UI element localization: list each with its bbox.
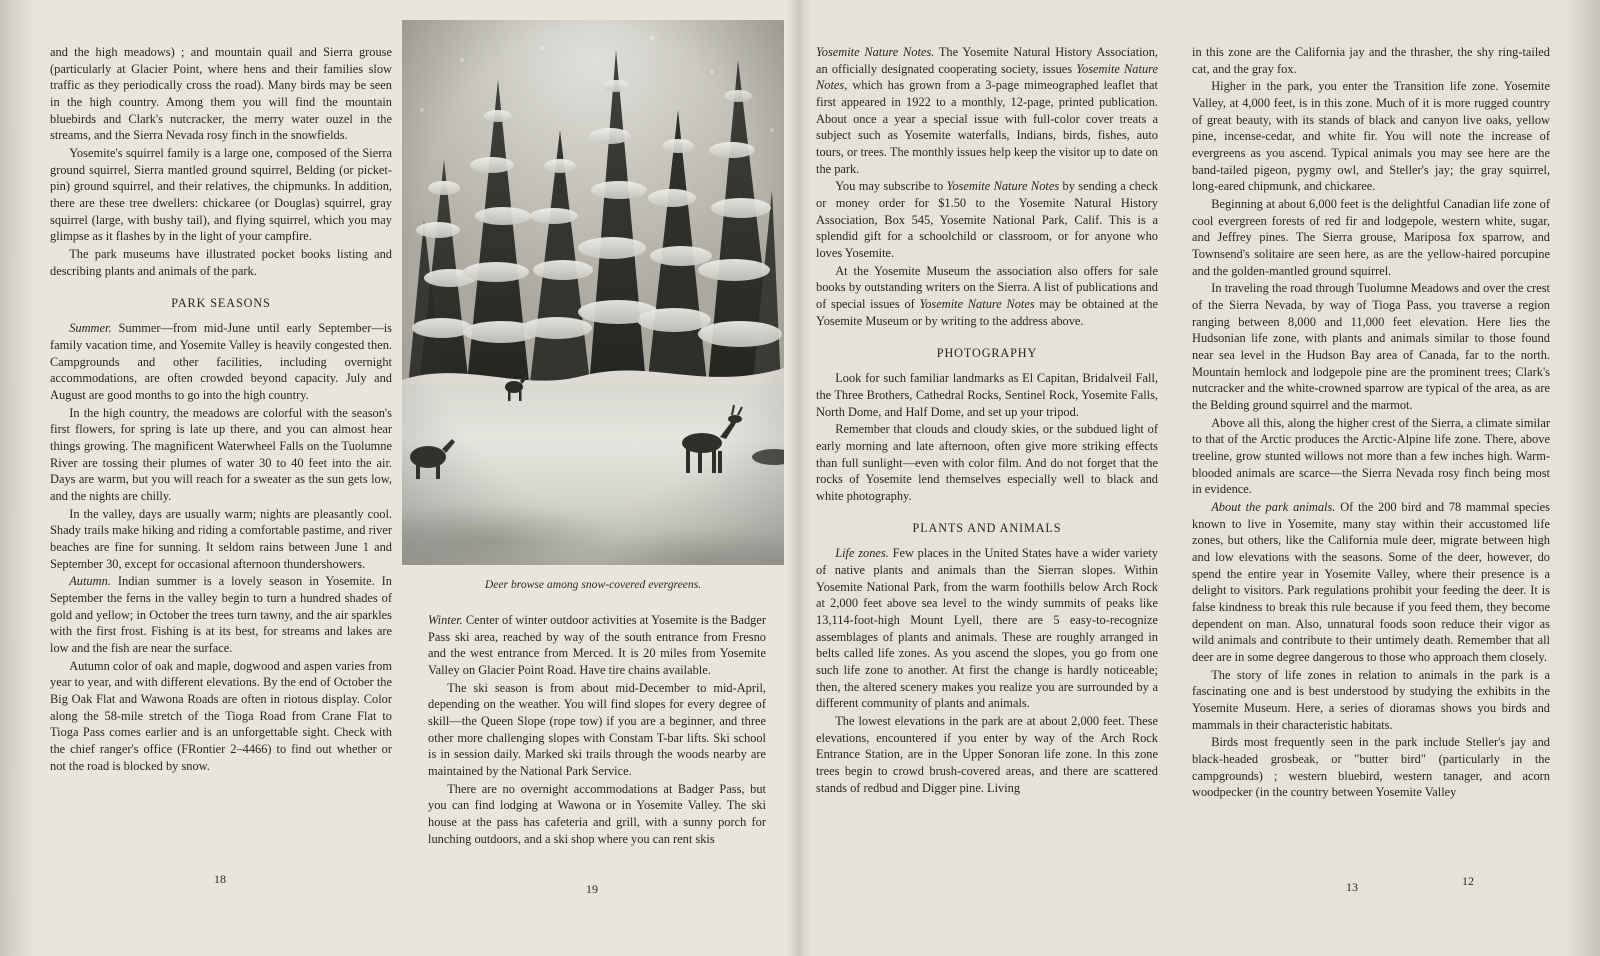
runin-autumn: Autumn. bbox=[69, 574, 111, 589]
paragraph: The park museums have illustrated pocket books listing and describing plants and animals of the park. bbox=[50, 247, 392, 278]
text-column-1 bbox=[50, 44, 392, 775]
paragraph-text: Of the 200 bird and 78 mammal species known to live in Yosemite, many stay within their accustomed life zones, but others, like the California mule deer, migrate between high and low elevations with the seasons. Some of the deer, however, do spend the entire year in Yosemite Valley, where their presence is a delight to visitors. Park regulations prohibit your feeding the deer. It is false kindness to break this rule because if you feed them, they become dependent on man. Also, unnatural foods soon reduce their vigor as wild animals and contribute to their untimely death. Remember that all deer are in some degree dangerous to those who approach them closely. bbox=[1192, 500, 1550, 665]
text-column-4 bbox=[1192, 44, 1550, 802]
paragraph: In traveling the road through Tuolumne Meadows and over the crest of the Sierra Nevada, by way of Tioga Pass, you traverse a region ranging between 8,000 and 11,000 feet elevation. Here lies the Hudsonian life zone, with plants and animals similar to those found near sea level in the Hudson Bay area of Canada, far to the north. Mountain hemlock and lodgepole pine are the prominent trees; Clark's nutcracker and the white-crowned sparrow are typical of the area, as are the Belding ground squirrel and the marmot. bbox=[1192, 281, 1550, 413]
paragraph-summer bbox=[50, 320, 392, 403]
paragraph: and the high meadows) ; and mountain quail and Sierra grouse (particularly at Glacier Point, where hens and their families slow traffic as they periodically cross the road). Many birds may be seen in the high country. Among them you will find the mountain bluebirds and Clark's nutcracker, the merry water ouzel in the streams, and the Sierra Nevada rosy finch in the snowfields. bbox=[50, 45, 392, 143]
paragraph: Look for such familiar landmarks as El Capitan, Bridalveil Fall, the Three Brothers, Cathedral Rocks, Sentinel Rock, Yosemite Falls, North Dome, and Half Dome, and set up your tripod. bbox=[816, 371, 1158, 419]
section-heading-plants-and-animals: PLANTS AND ANIMALS bbox=[912, 520, 1062, 535]
paragraph: You may subscribe to Yosemite Nature Notes by sending a check or money order for $1.50 to the Yosemite Natural History Association, Box 545, Yosemite National Park, Calif. This is a splendid gift for a schoolchild or classroom, or for anyone who loves Yosemite. bbox=[816, 179, 1158, 261]
paragraph-text: The Yosemite Natural History Association, an officially designated cooperating society, issues Yosemite Nature Notes, which has grown from a 3-page mimeographed leaflet that first appeared in 1922 to a monthly, 12-page, printed publication. About once a year a special issue with full-color cover treats a subject such as Yosemite waterfalls, Indians, birds, fishes, auto tours, or trees. The monthly issues help keep the visitor up to date on the park. bbox=[816, 45, 1158, 176]
paragraph: In the high country, the meadows are colorful with the season's first flowers, for spring is late up there, and you can almost hear things growing. The magnificent Waterwheel Falls on the Tuolumne River are tossing their plumes of water 30 to 40 feet into the air. Days are warm, but you will reach for a sweater as the sun gets low, and the nights are chilly. bbox=[50, 405, 392, 503]
paragraph: The ski season is from about mid-December to mid-April, depending on the weather. You will find slopes for every degree of skill—the Queen Slope (rope tow) if you are a beginner, and three other more challenging slopes with Constam T-bar lifts. Ski school is in session daily. Marked ski trails through the woods nearby are maintained by the National Park Service. bbox=[428, 680, 766, 779]
paragraph: Remember that clouds and cloudy skies, or the subdued light of early morning and late afternoon, often give more striking effects than full sunlight—even with color film. And do not forget that the rocks of Yosemite lend themselves especially well to black and white photography. bbox=[816, 422, 1158, 503]
paragraph-text: Center of winter outdoor activities at Yosemite is the Badger Pass ski area, reached by way of the south entrance from Fresno and the west entrance from Merced. It is 20 miles from Yosemite Valley on Glacier Point Road. Have tire chains available. bbox=[428, 613, 766, 678]
paragraph-nature-notes bbox=[816, 44, 1158, 177]
center-gutter-shadow bbox=[786, 0, 812, 956]
photograph-deer-in-snow bbox=[402, 20, 784, 565]
paragraph: Beginning at about 6,000 feet is the delightful Canadian life zone of cool evergreen forests of red fir and lodgepole, western white, sugar, and Jeffrey pines. The Sierra grouse, Mariposa fox sparrow, and Townsend's solitaire are seen here, as are the yellow-haired porcupine and the golden-mantled ground squirrel. bbox=[1192, 197, 1550, 278]
runin-summer: Summer. bbox=[69, 321, 112, 336]
paragraph: The lowest elevations in the park are at about 2,000 feet. These elevations, encountered if you enter by way of the Arch Rock Entrance Station, are in the Upper Sonoran life zone. In this zone trees begin to crowd brush-covered areas, and there are scattered stands of redbud and Digger pine. Living bbox=[816, 714, 1158, 795]
left-edge-shadow bbox=[0, 0, 34, 956]
paragraph: Autumn color of oak and maple, dogwood and aspen varies from year to year, and with different elevations. By the end of October the Big Oak Flat and Wawona Roads are often in riotous display. Color along the 58-mile stretch of the Tioga Road from Crane Flat to Tioga Pass comes earlier and is an unforgettable sight. Check with the chief ranger's office (FRontier 2–4466) to find out whether or not the road is blocked by snow. bbox=[50, 658, 392, 773]
photo-caption: Deer browse among snow-covered evergreens. bbox=[484, 578, 702, 591]
paragraph-text: Few places in the United States have a wider variety of native plants and animals than the Sierran slopes. Within Yosemite National Park, from the warm foothills below Arch Rock at 2,000 feet above sea level to the windy summits of peaks like 13,114-foot-high Mount Lyell, there are 5 easy-to-recognize assemblages of plants and animals. These are roughly arranged in belts called life zones. As you ascend the slopes, you go from one such life zone to another. At first the change is hardly noticeable; then, the altered scenery makes you realize you are surrounded by a different community of plants and animals. bbox=[816, 546, 1158, 711]
paragraph-text: Summer—from mid-June until early September—is family vacation time, and Yosemite Valley is heavily congested then. Campgrounds and other facilities, including overnight accommodations, are often crowded beyond capacity. July and August are good months to go into the high country. bbox=[50, 321, 392, 402]
text-column-2 bbox=[428, 612, 766, 848]
paragraph-about-the-park-animals bbox=[1192, 499, 1550, 666]
paragraph-autumn bbox=[50, 573, 392, 656]
paragraph: in this zone are the California jay and the thrasher, the shy ring-tailed cat, and the gray fox. bbox=[1192, 45, 1550, 76]
text-column-3 bbox=[816, 44, 1158, 797]
section-heading-photography: PHOTOGRAPHY bbox=[936, 345, 1038, 360]
paragraph: There are no overnight accommodations at Badger Pass, but you can find lodging at Wawona or in Yosemite Valley. The ski house at the pass has cafeteria and grill, with a sunny porch for lunching outdoors, and a ski shop where you can rent skis bbox=[428, 781, 766, 846]
paragraph: Yosemite's squirrel family is a large one, composed of the Sierra ground squirrel, Sierra mantled ground squirrel, Belding (or picket-pin) ground squirrel, and their relatives, the chipmunks. In addition, there are these tree dwellers: chickaree (or Douglas) squirrel, gray squirrel (large, with bushy tail), and flying squirrel, which you may glimpse as it flashes by in the light of your campfire. bbox=[50, 146, 392, 244]
paragraph: The story of life zones in relation to animals in the park is a fascinating one and is best understood by studying the exhibits in the Yosemite Museum. Here, a series of dioramas shows you birds and mammals in their characteristic habitats. bbox=[1192, 667, 1550, 732]
right-edge-shadow bbox=[1566, 0, 1600, 956]
photo-image bbox=[402, 20, 784, 565]
paragraph: In the valley, days are usually warm; nights are pleasantly cool. Shady trails make hiking and riding a comfortable pastime, and river beaches are fine for sunning. It seldom rains between June 1 and September 30, except for occasional afternoon thundershowers. bbox=[50, 506, 392, 571]
paragraph-life-zones bbox=[816, 545, 1158, 712]
page-number-19: 19 bbox=[586, 882, 598, 896]
runin-life-zones: Life zones. bbox=[835, 546, 889, 561]
runin-yosemite-nature-notes: Yosemite Nature Notes. bbox=[816, 45, 935, 59]
page-number-12: 12 bbox=[1462, 874, 1474, 888]
page-number-13: 13 bbox=[1346, 880, 1358, 894]
paragraph: At the Yosemite Museum the association also offers for sale books by outstanding writers on the Sierra. A list of publications and of special issues of Yosemite Nature Notes may be obtained at the Yosemite Museum or by writing to the address above. bbox=[816, 263, 1158, 328]
runin-about-the-park-animals: About the park animals. bbox=[1211, 500, 1336, 515]
paragraph-winter bbox=[428, 612, 766, 679]
paragraph: Higher in the park, you enter the Transition life zone. Yosemite Valley, at 4,000 feet, is in this zone. Much of it is more rugged country of great beauty, with its stands of black and canyon live oaks, yellow pine, incense-cedar, and white fir. You will note the increase of evergreens as you ascend. Typical animals you may see here are the band-tailed pigeon, pygmy owl, and Steller's jay; the gray squirrel, long-eared chipmunk, and chickaree. bbox=[1192, 79, 1550, 194]
runin-winter: Winter. bbox=[428, 613, 463, 627]
page-number-18: 18 bbox=[214, 872, 226, 886]
paragraph-text: Indian summer is a lovely season in Yosemite. In September the ferns in the valley begin to turn a hundred shades of gold and yellow; in October the trees turn tawny, and the air sparkles with the first frost. Fishing is at its best, for streams and lakes are low and the fish are near the surface. bbox=[50, 574, 392, 655]
paragraph: Above all this, along the higher crest of the Sierra, a climate similar to that of the Arctic produces the Arctic-Alpine life zone. There, above treeline, grow stunted willows not more than a few inches high. Warm-blooded animals are scarce—the Sierra Nevada rosy finch being most in evidence. bbox=[1192, 415, 1550, 497]
section-heading-park-seasons: PARK SEASONS bbox=[171, 295, 271, 310]
paragraph: Birds most frequently seen in the park include Steller's jay and black-headed grosbeak, or "butter bird" (particularly in the campgrounds) ; western bluebird, western tanager, and acorn woodpecker (in the country between Yosemite Valley bbox=[1192, 735, 1550, 800]
photo-vignette bbox=[402, 20, 784, 565]
